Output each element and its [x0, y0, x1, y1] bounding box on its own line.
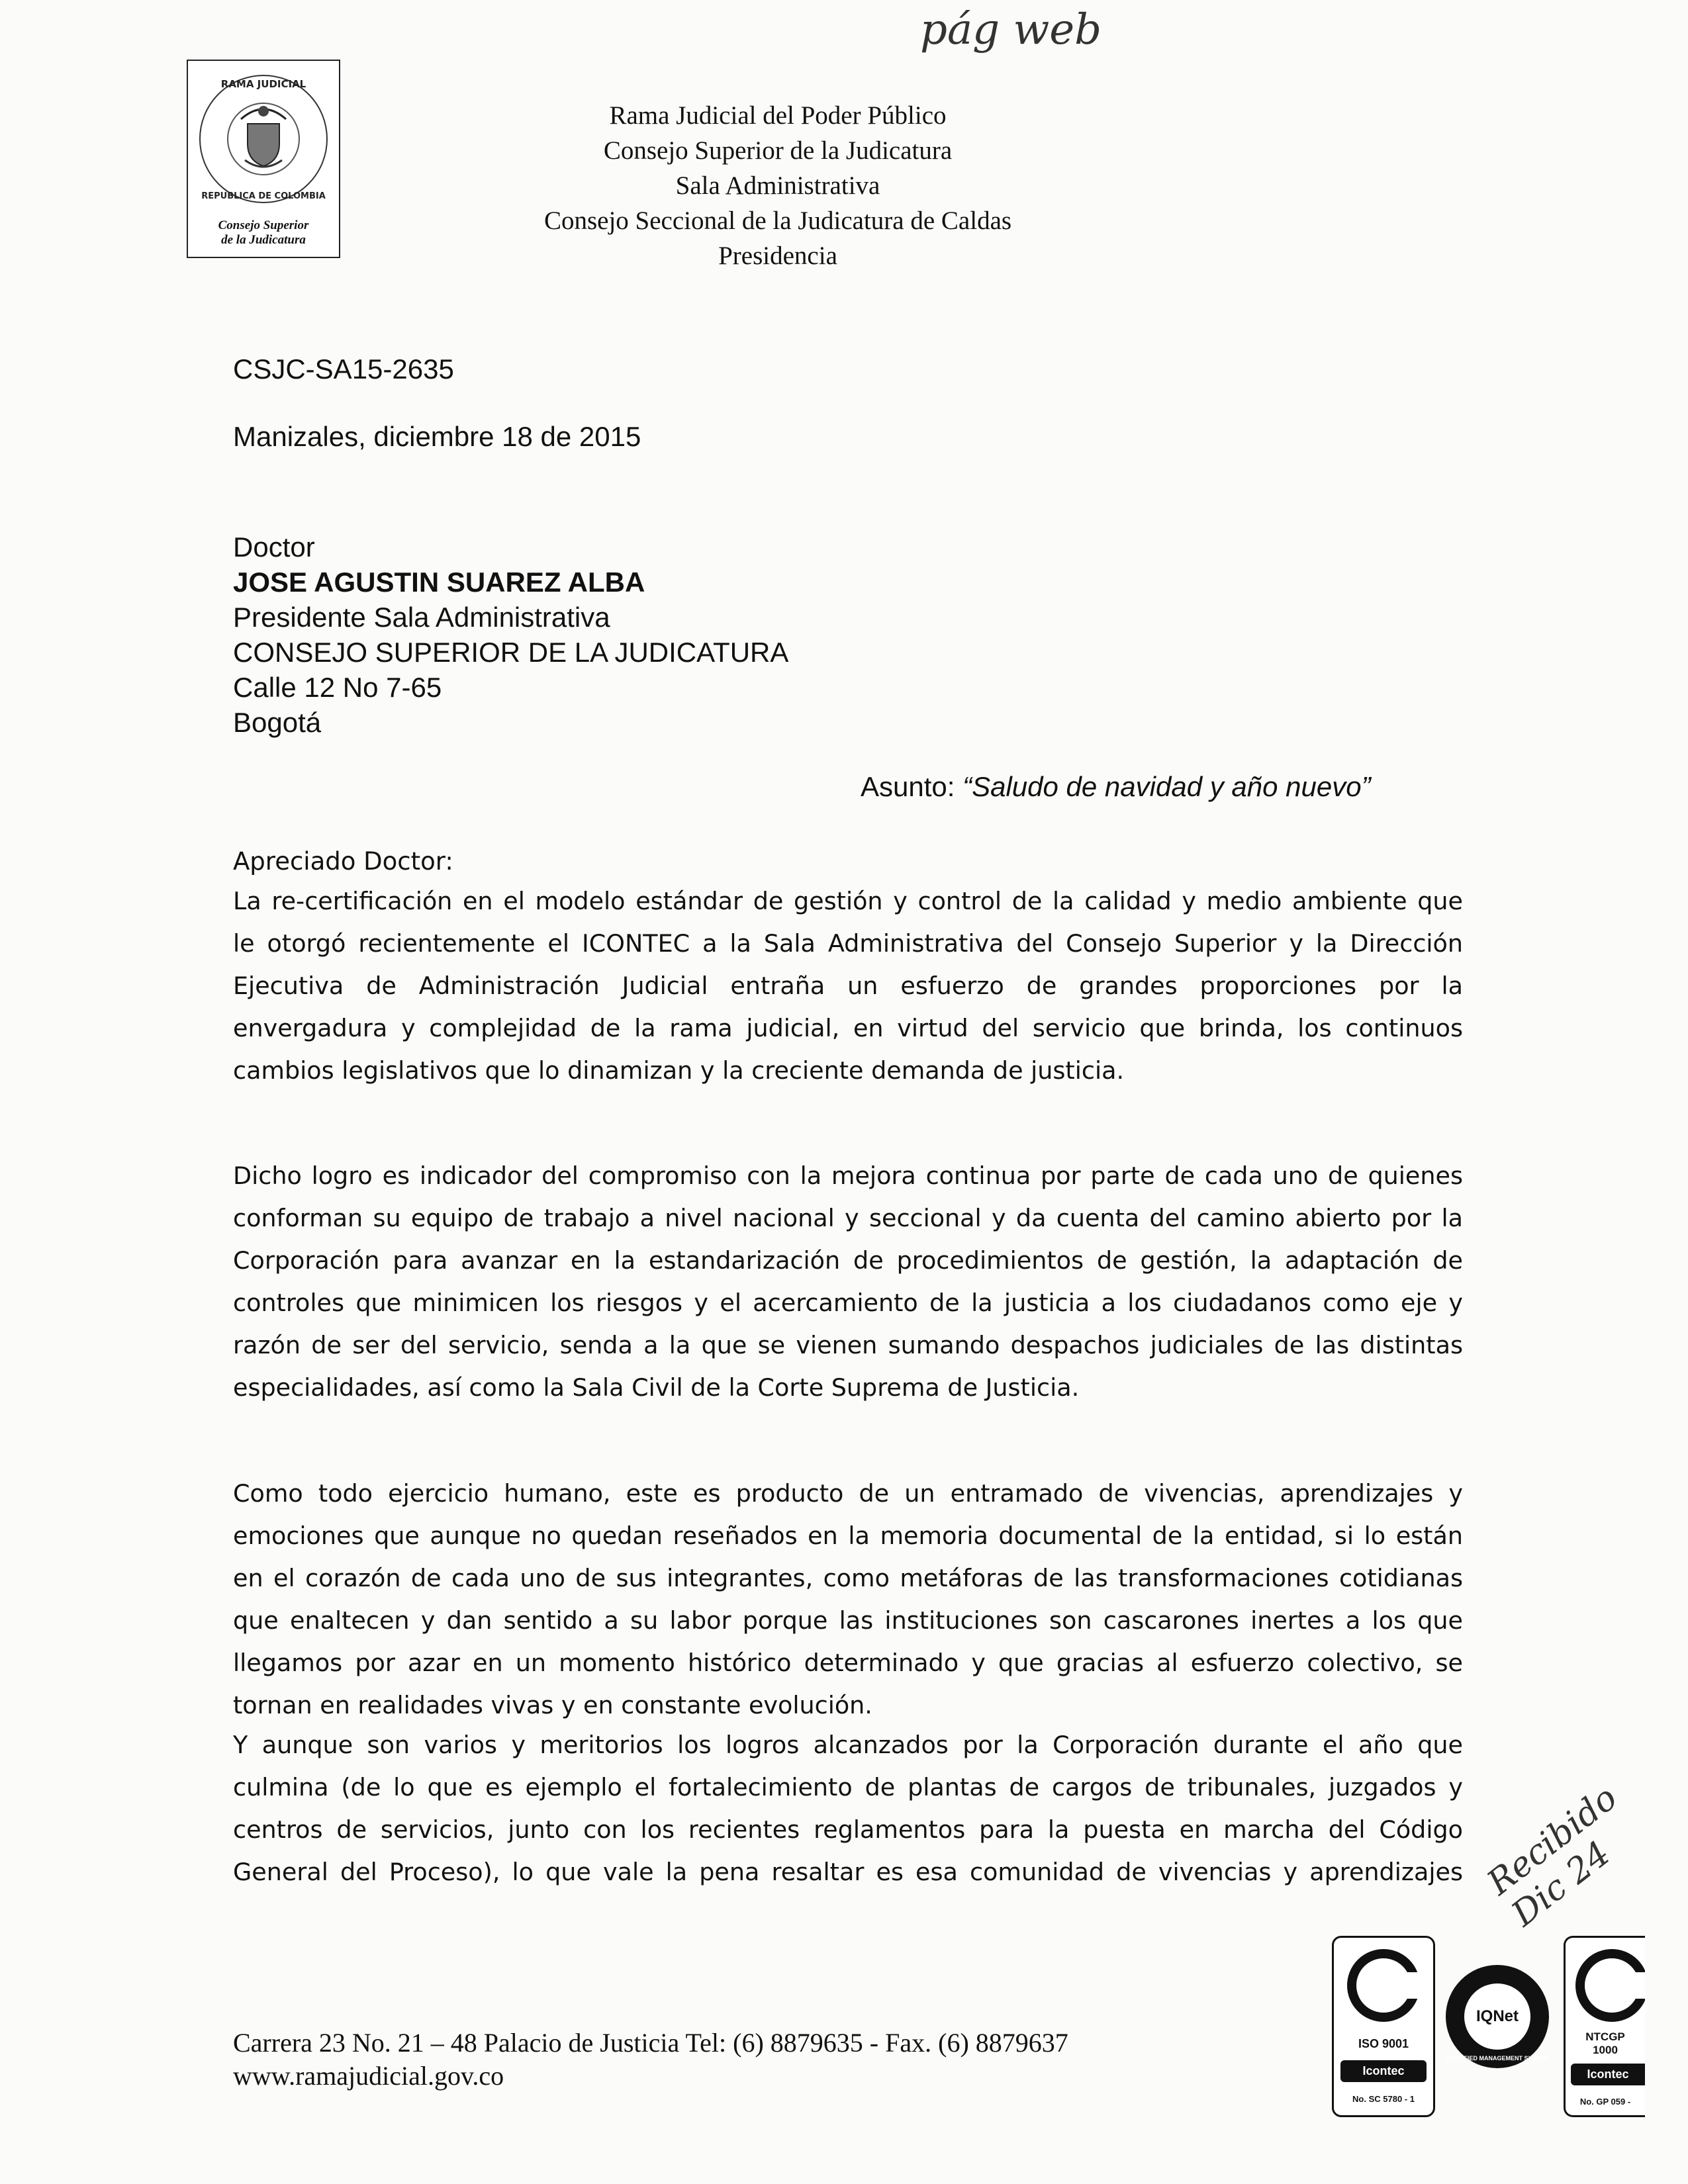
ntcgp-1000-certification-badge [1564, 1936, 1645, 2117]
salutation: Apreciado Doctor: [233, 847, 453, 876]
iso-org: Icontec [1340, 2060, 1427, 2082]
ntcgp-label-1: NTCGP [1585, 2030, 1625, 2043]
paragraph-line: Ejecutiva de Administración Judicial entraña un esfuerzo de grandes proporciones por la [233, 972, 1463, 1000]
paragraph-line: controles que minimicen los riesgos y el acercamiento de la justicia a los ciudadanos como eje y [233, 1289, 1463, 1317]
footer-address: Carrera 23 No. 21 – 48 Palacio de Justicia Tel: (6) 8879635 - Fax. (6) 8879637 [233, 2028, 1068, 2058]
handwritten-note-top: pág web [920, 5, 1102, 54]
header-line-1: Rama Judicial del Poder Público [609, 101, 947, 130]
recipient-block [233, 529, 788, 740]
coat-of-arms-icon [188, 61, 339, 217]
header-line-3: Sala Administrativa [675, 171, 880, 200]
paragraph-line: llegamos por azar en un momento histórico determinado y que gracias al esfuerzo colectivo, se [233, 1649, 1463, 1677]
paragraph-line: culmina (de lo que es ejemplo el fortalecimiento de plantas de cargos de tribunales, juzgados y [233, 1773, 1463, 1801]
paragraph-line: que enaltecen y dan sentido a su labor porque las instituciones son cascarones inertes a los que [233, 1606, 1463, 1635]
paragraph-line: Corporación para avanzar en la estandarización de procedimientos de gestión, la adaptación de [233, 1246, 1463, 1275]
recipient-title: Doctor [233, 531, 315, 563]
recipient-address: Calle 12 No 7-65 [233, 672, 442, 703]
seal-caption-line2: de la Judicatura [221, 233, 306, 247]
ntcgp-org: Icontec [1571, 2064, 1645, 2085]
paragraph-line: le otorgó recientemente el ICONTEC a la Sala Administrativa del Consejo Superior y la Dirección [233, 929, 1463, 958]
paragraph-line: conforman su equipo de trabajo a nivel nacional y seccional y da cuenta del camino abierto por la [233, 1204, 1463, 1232]
header-line-5: Presidencia [718, 242, 837, 270]
header-line-4: Consejo Seccional de la Judicatura de Caldas [543, 206, 1012, 235]
header-line-2: Consejo Superior de la Judicatura [603, 136, 953, 165]
iqnet-certification-badge [1443, 1962, 1552, 2071]
paragraph-line: centros de servicios, junto con los recientes reglamentos para la puesta en marcha del Código [233, 1815, 1463, 1844]
iso-cert-number: No. SC 5780 - 1 [1352, 2094, 1415, 2104]
paragraph-line: en el corazón de cada uno de sus integrantes, como metáforas de las transformaciones cotidianas [233, 1564, 1463, 1592]
paragraph-line: General del Proceso), lo que vale la pena resaltar es esa comunidad de vivencias y aprendizajes [233, 1858, 1463, 1886]
paragraph-line: La re-certificación en el modelo estándar de gestión y control de la calidad y medio ambiente que [233, 887, 1463, 915]
recipient-city: Bogotá [233, 707, 322, 738]
body-paragraph-3 [233, 1473, 1463, 1727]
paragraph-line: cambios legislativos que lo dinamizan y la creciente demanda de justicia. [233, 1056, 1125, 1085]
icontec-logo-icon [1566, 1938, 1645, 2030]
subject-line [861, 771, 1371, 803]
iqnet-label: IQNet [1476, 2007, 1519, 2025]
paragraph-line: especialidades, así como la Sala Civil de la Corte Suprema de Justicia. [233, 1373, 1080, 1402]
icontec-logo-icon [1334, 1938, 1433, 2030]
svg-text:REPUBLICA DE COLOMBIA: REPUBLICA DE COLOMBIA [201, 191, 326, 201]
recipient-institution: CONSEJO SUPERIOR DE LA JUDICATURA [233, 637, 789, 668]
ntcgp-cert-number: No. GP 059 - [1579, 2097, 1631, 2107]
body-paragraph-1 [233, 880, 1463, 1092]
footer-contact [233, 2026, 1068, 2093]
body-paragraph-2 [233, 1155, 1463, 1409]
reference-code: CSJC-SA15-2635 [233, 353, 454, 385]
footer-website: www.ramajudicial.gov.co [233, 2061, 504, 2091]
svg-text:RAMA JUDICIAL: RAMA JUDICIAL [220, 78, 306, 90]
iso-9001-certification-badge [1332, 1936, 1435, 2117]
ntcgp-label-2: 1000 [1593, 2044, 1618, 2056]
paragraph-line: razón de ser del servicio, senda a la que se vienen sumando despachos judiciales de las distintas [233, 1331, 1463, 1359]
iso-label: ISO 9001 [1358, 2037, 1409, 2050]
seal-caption-line1: Consejo Superior [218, 218, 309, 232]
letterhead [503, 98, 1053, 273]
handwritten-received-note: Recibido Dic 24 [1479, 1778, 1625, 1934]
subject-label: Asunto: [861, 771, 955, 802]
institution-seal [187, 60, 340, 258]
paragraph-line: envergadura y complejidad de la rama judicial, en virtud del servicio que brinda, los continuos [233, 1014, 1463, 1042]
recipient-position: Presidente Sala Administrativa [233, 602, 610, 633]
date-line: Manizales, diciembre 18 de 2015 [233, 421, 641, 452]
paragraph-line: Como todo ejercicio humano, este es producto de un entramado de vivencias, aprendizajes y [233, 1479, 1463, 1508]
recipient-name: JOSE AGUSTIN SUAREZ ALBA [233, 567, 645, 598]
subject-text: “Saludo de navidad y año nuevo” [962, 771, 1371, 802]
paragraph-line: emociones que aunque no quedan reseñados en la memoria documental de la entidad, si lo están [233, 1522, 1463, 1550]
paragraph-line: Dicho logro es indicador del compromiso con la mejora continua por parte de cada uno de quienes [233, 1161, 1463, 1190]
paragraph-line: tornan en realidades vivas y en constante evolución. [233, 1691, 872, 1719]
iqnet-ring-text: CERTIFIED MANAGEMENT SYSTEM [1446, 2055, 1549, 2062]
body-paragraph-4 [233, 1724, 1463, 1893]
paragraph-line: Y aunque son varios y meritorios los logros alcanzados por la Corporación durante el año que [233, 1731, 1463, 1759]
